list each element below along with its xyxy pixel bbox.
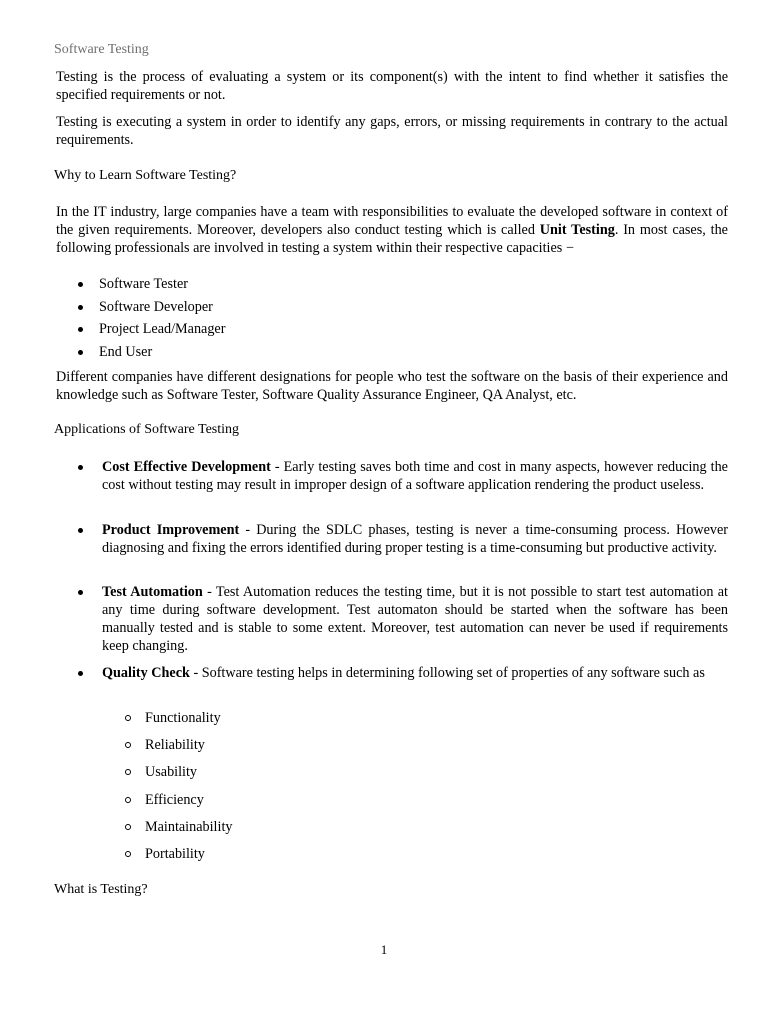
list-item-label: Project Lead/Manager [99,321,226,338]
application-item-automation [78,583,728,655]
property-label: Maintainability [145,818,233,835]
property-label: Functionality [145,710,221,726]
bullet-icon [78,671,83,676]
application-title: Quality Check [102,665,190,681]
list-item-label: Software Developer [99,298,213,315]
intro-paragraph-2: Testing is executing a system in order to identify any gaps, errors, or missing requirements in contrary to the actual requirements. [56,114,728,148]
why-paragraph-end: . In most cases, the following professionals are involved in testing a system within their respective capacities − [56,222,728,256]
property-label: Efficiency [145,791,204,808]
why-paragraph-start: In the IT industry, large companies have a team with responsibilities to evaluate the developed software in context of the given requirements. Moreover, developers also conduct testing which is called [56,204,728,238]
application-title: Test Automation [102,584,203,600]
unit-testing-term: Unit Testing [539,222,615,238]
circle-bullet-icon [125,851,131,857]
list-item [124,736,232,763]
application-item-quality [78,664,728,682]
application-title: Cost Effective Development [102,459,271,475]
application-title: Product Improvement [102,522,240,538]
designations-paragraph: Different companies have different designations for people who test the software on the basis of their experience and knowledge such as Software Tester, Software Quality Assurance Engineer, QA Analyst, etc. [56,369,728,403]
document-title: Software Testing [54,42,149,57]
list-item [124,763,232,790]
circle-bullet-icon [125,742,131,748]
why-paragraph [56,203,728,257]
application-text: - Software testing helps in determining following set of properties of any software such as [189,665,705,681]
property-label: Usability [145,764,198,781]
list-item-label: End User [99,343,153,360]
page-number: 1 [380,942,388,957]
list-item-label: Software Tester [99,276,188,292]
property-label: Portability [145,845,205,862]
circle-bullet-icon [125,769,131,775]
list-item [124,845,232,872]
list-item [124,709,232,736]
intro-paragraph-1: Testing is the process of evaluating a system or its component(s) with the intent to find whether it satisfies the specified requirements or not. [56,69,728,103]
list-item [124,791,232,818]
bullet-icon [78,350,83,355]
why-heading: Why to Learn Software Testing? [54,168,237,183]
bullet-icon [78,327,83,332]
list-item [78,275,225,298]
bullet-icon [78,465,83,470]
circle-bullet-icon [125,797,131,803]
application-item-cost [78,458,728,494]
professionals-list [78,275,225,365]
bullet-icon [78,305,83,310]
list-item [78,320,225,343]
properties-list [124,709,232,872]
application-text: - Early testing saves both time and cost in many aspects, however reducing the cost without testing may result in improper design of a software application rendering the product useless. [102,459,728,493]
bullet-icon [78,590,83,595]
application-text: - Test Automation reduces the testing time, but it is not possible to start test automation at any time during software development. Test automaton should be started when the software has been manually tested and is stable to some extent. Moreover, test automation can never be used if requirements keep changing. [102,584,728,654]
circle-bullet-icon [125,715,131,721]
application-text: - During the SDLC phases, testing is never a time-consuming process. However diagnosing and fixing the errors identified during proper testing is a time-consuming but productive activity. [102,522,728,556]
bullet-icon [78,528,83,533]
application-item-improvement [78,521,728,557]
circle-bullet-icon [125,824,131,830]
list-item [78,343,225,366]
list-item [124,818,232,845]
bullet-icon [78,282,83,287]
what-heading: What is Testing? [54,882,148,897]
applications-heading: Applications of Software Testing [54,422,240,437]
list-item [78,298,225,321]
property-label: Reliability [145,737,205,754]
